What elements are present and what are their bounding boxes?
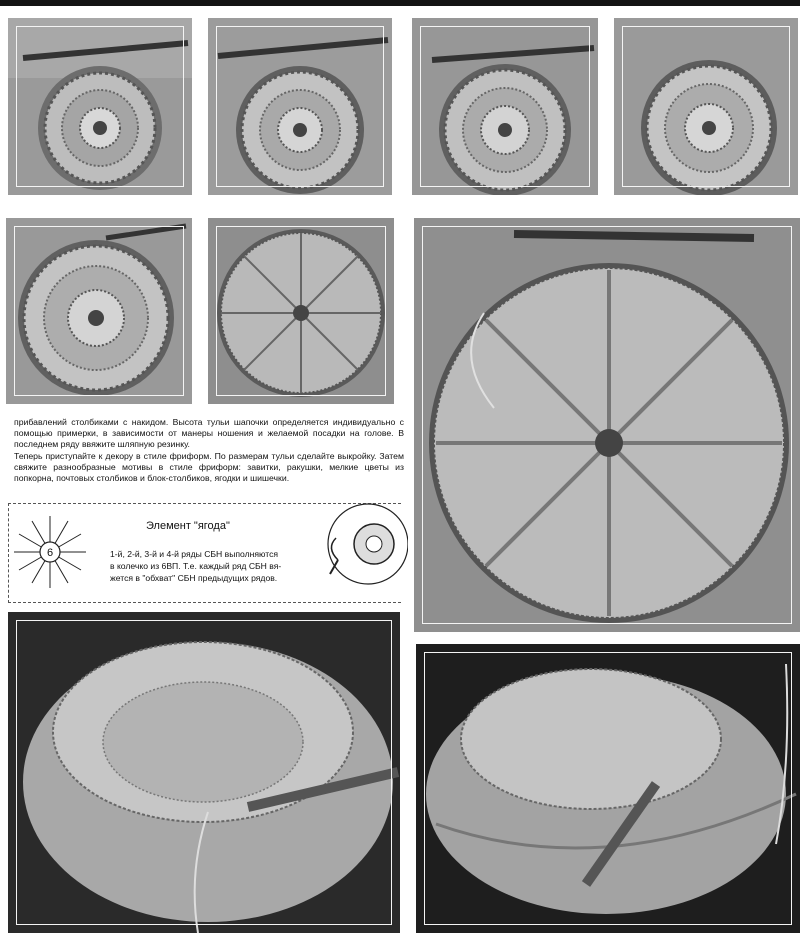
photo-step-9 bbox=[416, 644, 800, 933]
instructions-text bbox=[14, 417, 404, 484]
crochet-motif-image bbox=[614, 18, 798, 195]
instructions-paragraph-2: Теперь приступайте к декору в стиле фриформ. По размерам тульи сделайте выкройку. Затем свяжите разнообразные мотивы в стиле фриформ: завитки, ракушки, мелкие цветы из попкорна, почтовых столбиков и блок-столбиков, ягодки и шишечки. bbox=[14, 450, 404, 484]
photo-step-4 bbox=[614, 18, 798, 195]
instructions-paragraph-1: прибавлений столбиками с накидом. Высота тульи шапочки определяется индивидуально с помощью примерки, в зависимости от манеры ношения и желаемой посадки на голове. В последнем ряду ввяжите шляпную резинку. bbox=[14, 417, 404, 450]
photo-step-6 bbox=[208, 218, 394, 404]
diagram-number: 6 bbox=[46, 547, 54, 559]
crochet-motif-image bbox=[412, 18, 598, 195]
photo-step-2 bbox=[208, 18, 392, 195]
crochet-panel-image bbox=[208, 218, 394, 404]
photo-step-1 bbox=[8, 18, 192, 195]
element-desc-line: 1-й, 2-й, 3-й и 4-й ряды СБН выполняются bbox=[110, 549, 279, 559]
crochet-motif-image bbox=[8, 18, 192, 195]
top-bar bbox=[0, 0, 800, 6]
element-title: Элемент "ягода" bbox=[146, 520, 230, 532]
crochet-hat-image bbox=[8, 612, 400, 933]
crochet-motif-image bbox=[208, 18, 392, 195]
crochet-motif-image bbox=[6, 218, 192, 404]
photo-step-7 bbox=[414, 218, 800, 632]
crochet-panel-large-image bbox=[414, 218, 800, 632]
stitch-diagram bbox=[10, 512, 90, 592]
element-desc-line: в колечко из 6ВП. Т.е. каждый ряд СБН вя- bbox=[110, 561, 282, 571]
photo-step-3 bbox=[412, 18, 598, 195]
berry-detail-illustration bbox=[316, 498, 408, 590]
element-description bbox=[110, 548, 325, 584]
photo-step-8 bbox=[8, 612, 400, 933]
crochet-hat-side-image bbox=[416, 644, 800, 933]
photo-step-5 bbox=[6, 218, 192, 404]
element-desc-line: жется в "обхват" СБН предыдущих рядов. bbox=[110, 573, 278, 583]
